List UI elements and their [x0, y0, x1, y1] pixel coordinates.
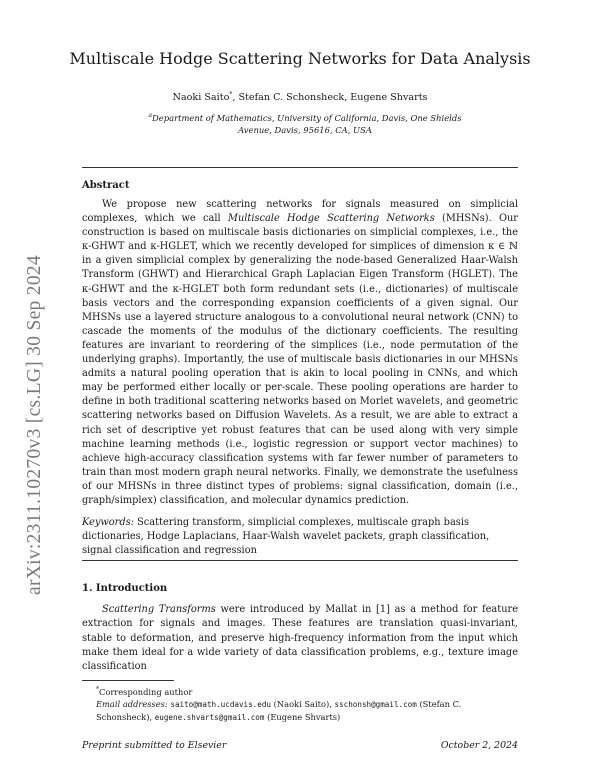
email-schonsheck[interactable]: sschonsh@gmail.com: [334, 700, 417, 710]
keywords-text: Scattering transform, simplicial complexes, multiscale graph basis dictionaries, Hodge Laplacians, Haar-Walsh wavelet packets, graph classification, signal classification and regression: [82, 517, 490, 556]
footnote-star: *: [96, 686, 99, 693]
footnote-rule: [82, 680, 174, 681]
email-name-schonsheck: (Stefan C. Schonsheck),: [96, 699, 462, 723]
footnote: [82, 684, 518, 725]
arxiv-identifier-stamp: arXiv:2311.10270v3 [cs.LG] 30 Sep 2024: [24, 255, 45, 595]
email-name-shvarts: (Eugene Shvarts): [264, 712, 341, 723]
footnote-emails: [82, 698, 518, 725]
footer-preprint-note: Preprint submitted to Elsevier: [82, 740, 227, 751]
abstract-text-rest: (MHSNs). Our construction is based on multiscale basis dictionaries on simplicial complexes, i.e., the κ-GHWT and κ-HGLET, which we recently developed for simplices of dimension κ ∈ ℕ in a given simplicial complex by generalizing the node-based Generalized Haar-Walsh Transform (GHWT) and Hierarchical Graph Laplacian Eigen Transform (HGLET). The κ-GHWT and the κ-HGLET both form redundant sets (i.e., dictionaries) of multiscale basis vectors and the corresponding expansion coefficients of a given signal. Our MHSNs use a layered structure analogous to a convolutional neural network (CNN) to cascade the moments of the modulus of the dictionary coefficients. The resulting features are invariant to reordering of the simplices (i.e., node permutation of the underlying graphs). Importantly, the use of multiscale basis dictionaries in our MHSNs admits a natural pooling operation that is akin to local pooling in CNNs, and which may be performed either locally or per-scale. These pooling operations are harder to define in both traditional scattering networks based on Morlet wavelets, and geometric scattering networks based on Diffusion Wavelets. As a result, we are able to extract a rich set of descriptive yet robust features that can be used along with very simple machine learning methods (i.e., logistic regression or support vector machines) to achieve high-accuracy classification systems with far fewer number of parameters to train than most modern graph neural networks. Finally, we demonstrate the usefulness of our MHSNs in three distinct types of problems: signal classification, domain (i.e., graph/simplex) classification, and molecular dynamics prediction.: [82, 213, 518, 506]
abstract-text-start: We propose new scattering networks for signals measured on simplicial complexes, which we call: [82, 199, 518, 225]
paper-title: Multiscale Hodge Scattering Networks for Data Analysis: [69, 49, 531, 68]
keywords: [82, 516, 518, 558]
affiliation-line-1: Department of Mathematics, University of California, Davis, One Shields: [152, 112, 462, 123]
footnote-corresponding: [82, 684, 518, 698]
author-list: [0, 91, 600, 103]
footer-date: October 2, 2024: [440, 740, 518, 751]
affiliation-line-2: Avenue, Davis, 95616, CA, USA: [238, 125, 372, 136]
abstract-bottom-rule: [82, 560, 518, 561]
keywords-label: Keywords:: [82, 517, 134, 528]
abstract-top-rule: [82, 167, 518, 168]
email-saito[interactable]: saito@math.ucdavis.edu: [170, 700, 271, 710]
email-label: Email addresses:: [96, 699, 168, 710]
intro-term: Scattering Transforms: [102, 604, 216, 615]
abstract-heading: Abstract: [82, 180, 130, 191]
intro-text-a: were introduced by Mallat in [: [215, 604, 380, 615]
corresponding-author-mark: *: [229, 91, 233, 98]
intro-text-b: ] as a method for feature extraction for signals and images. These features are translation quasi-invariant, stable to deformation, and preserve high-frequency information from the input which make them ideal for a wide variety of data classification problems, e.g., texture image classification: [82, 604, 518, 673]
author-saito: Naoki Saito: [172, 92, 230, 104]
email-shvarts[interactable]: eugene.shvarts@gmail.com: [154, 713, 265, 723]
affiliation: [140, 110, 470, 137]
footnote-corresponding-text: Corresponding author: [99, 686, 193, 697]
introduction-paragraph: [82, 603, 518, 674]
section-heading-introduction: 1. Introduction: [82, 583, 168, 594]
abstract-method-name: Multiscale Hodge Scattering Networks: [227, 213, 435, 225]
email-name-saito: (Naoki Saito),: [270, 699, 335, 710]
abstract-body: [82, 198, 518, 508]
affiliation-mark: a: [148, 112, 153, 119]
citation-link[interactable]: 1: [379, 604, 387, 615]
author-others: , Stefan C. Schonsheck, Eugene Shvarts: [232, 92, 428, 104]
